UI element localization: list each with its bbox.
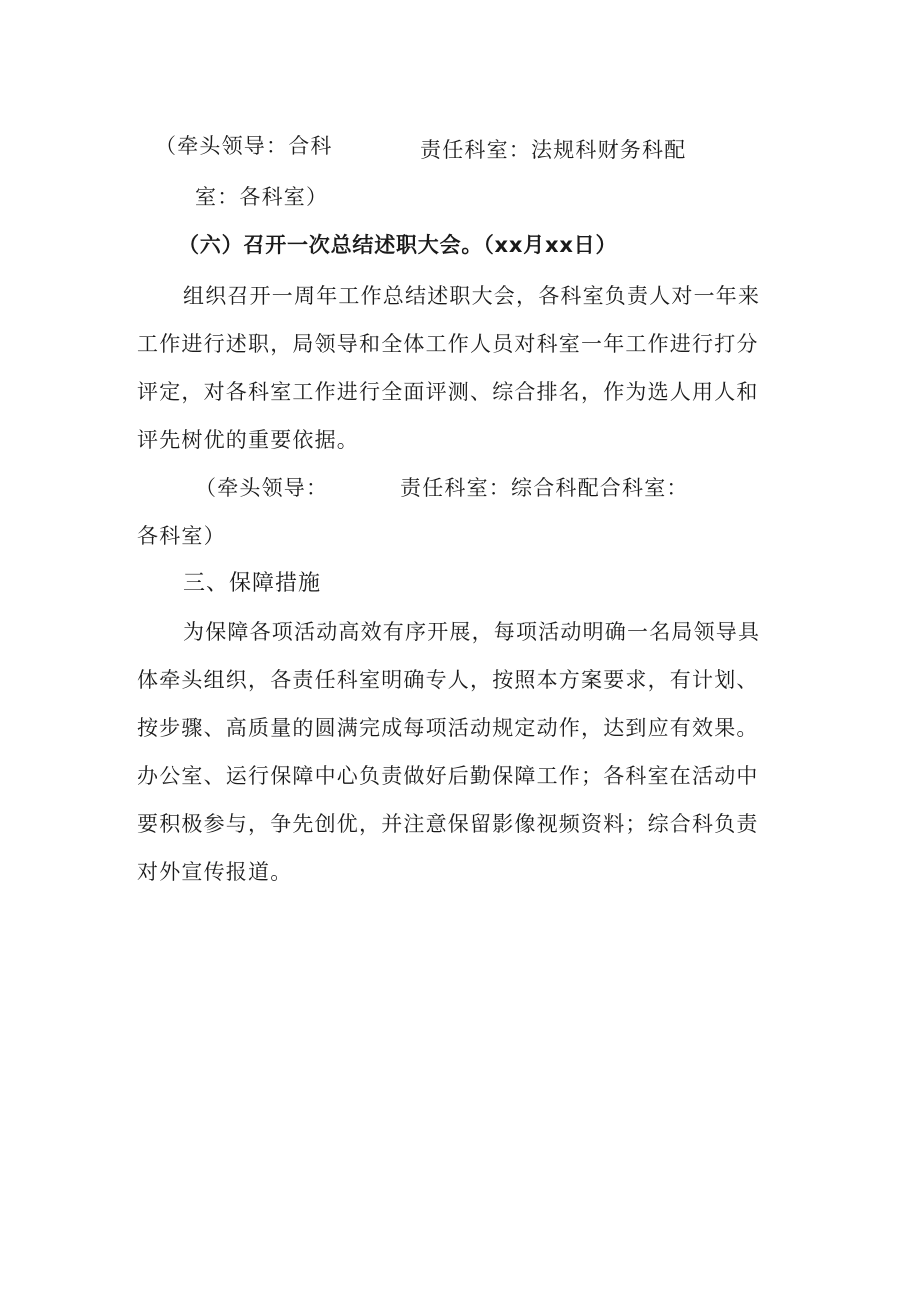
section-heading: 三、保障措施: [183, 571, 322, 596]
lead-right-text: 责任科室：综合科配合科室：: [400, 476, 689, 500]
paragraph-line: 评先树优的重要依据。: [137, 428, 359, 452]
paragraph-line: 体牵头组织，各责任科室明确专人，按照本方案要求，有计划、: [137, 668, 759, 692]
paragraph-line: 工作进行述职，局领导和全体工作人员对科室一年工作进行打分: [137, 332, 759, 356]
paragraph-line: 对外宣传报道。: [137, 860, 293, 884]
section-heading: （六）召开一次总结述职大会。（xx月xx日）: [178, 233, 618, 257]
lead-continuation-text: 室：各科室）: [195, 185, 329, 209]
lead-left-text: （牵头领导：: [195, 476, 329, 500]
lead-continuation-text: 各科室）: [137, 524, 226, 548]
lead-left-text: （牵头领导：合科: [155, 134, 333, 158]
paragraph-line: 按步骤、高质量的圆满完成每项活动规定动作，达到应有效果。: [137, 716, 759, 740]
paragraph-line: 组织召开一周年工作总结述职大会，各科室负责人对一年来: [183, 284, 761, 308]
paragraph-line: 为保障各项活动高效有序开展，每项活动明确一名局领导具: [183, 620, 761, 644]
paragraph-line: 要积极参与，争先创优，并注意保留影像视频资料；综合科负责: [137, 812, 759, 836]
lead-right-text: 责任科室：法规科财务科配: [420, 138, 687, 162]
paragraph-line: 评定，对各科室工作进行全面评测、综合排名，作为选人用人和: [137, 380, 759, 404]
paragraph-line: 办公室、运行保障中心负责做好后勤保障工作；各科室在活动中: [137, 764, 759, 788]
